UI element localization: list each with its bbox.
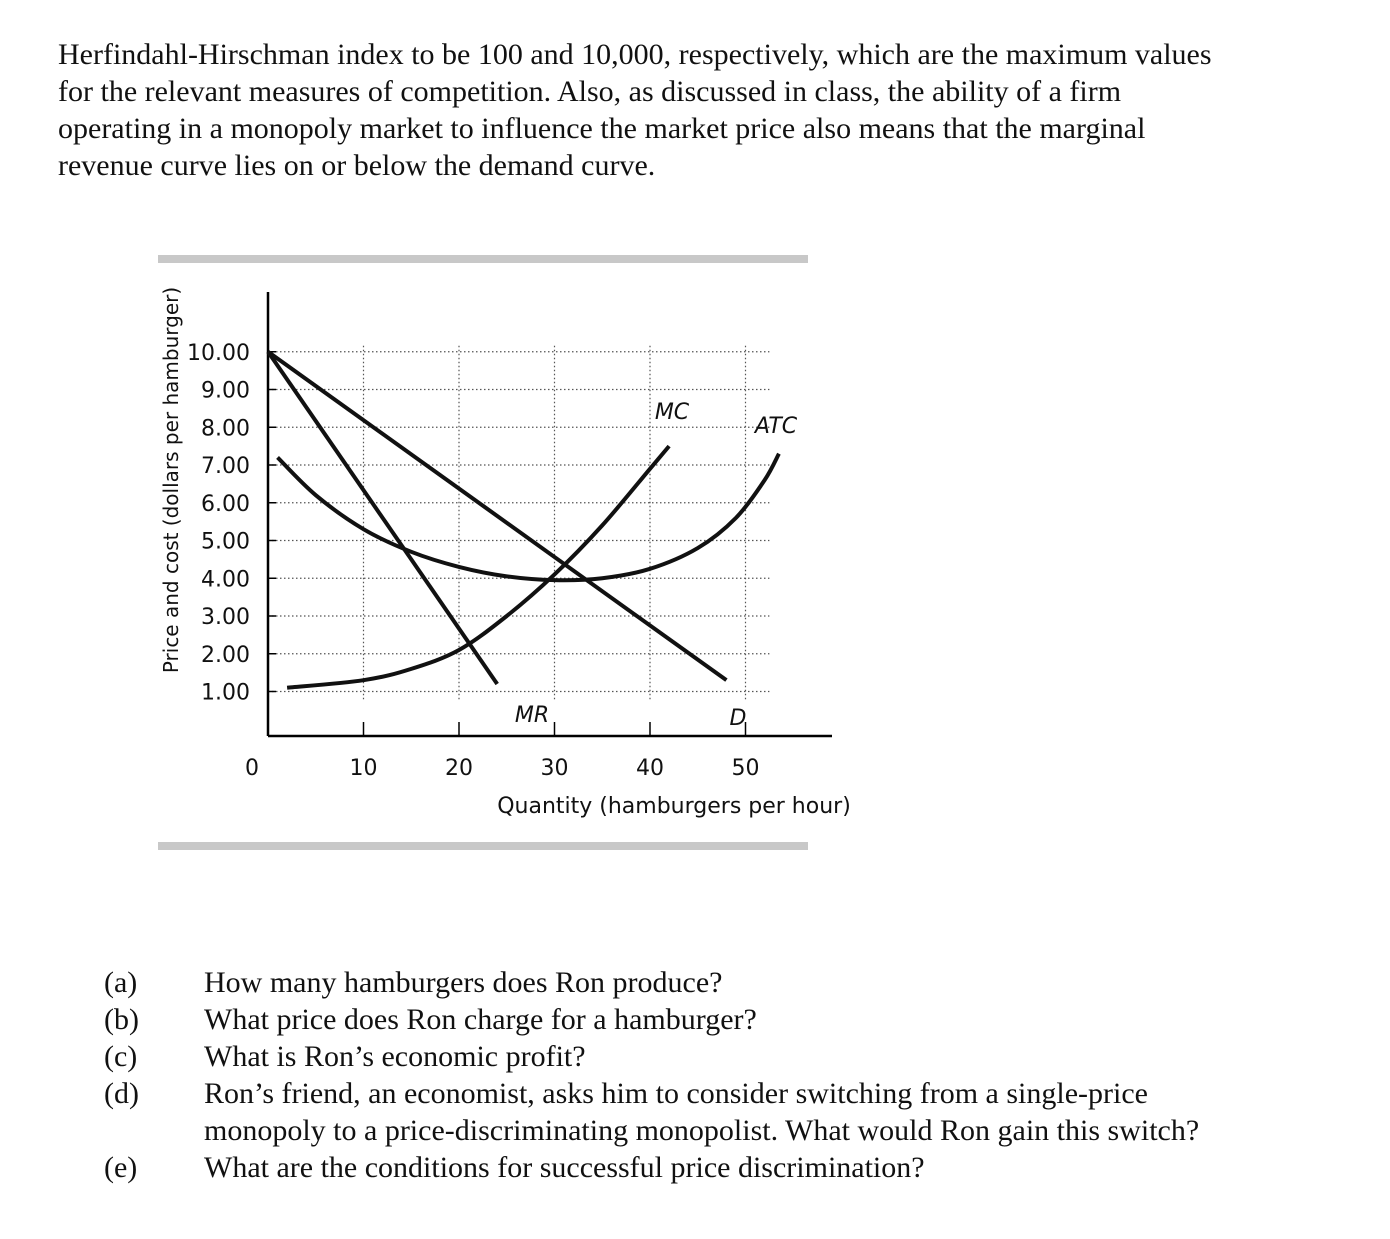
x-tick-label: 40 — [636, 756, 664, 781]
y-tick-label: 6.00 — [201, 491, 250, 517]
atc-label: ATC — [754, 414, 798, 439]
mc-label: MC — [654, 400, 690, 425]
question-item — [104, 1149, 1374, 1186]
x-tick-label: 20 — [445, 756, 473, 781]
origin-label: 0 — [245, 756, 259, 781]
question-text: Ron’s friend, an economist, asks him to consider switching from a single-price monopoly to a price-discriminating monopolist. What would Ron gain this switch? — [204, 1077, 1200, 1147]
y-tick-label: 8.00 — [201, 416, 250, 442]
x-tick-label: 50 — [731, 756, 760, 781]
chart-bottom-rule — [158, 842, 808, 850]
question-letter: (a) — [104, 966, 138, 999]
y-tick-label: 7.00 — [201, 454, 250, 479]
intro-line: operating in a monopoly market to influence the market price also means that the marginal — [58, 112, 1146, 145]
question-text: What is Ron’s economic profit? — [204, 1040, 586, 1073]
mr-curve — [268, 352, 497, 684]
axes — [268, 292, 832, 736]
question-list — [104, 964, 1374, 1186]
curves — [268, 352, 779, 688]
mr-label: MR — [514, 703, 550, 728]
y-tick-label: 10.00 — [187, 340, 250, 366]
grid — [272, 346, 769, 700]
question-text: How many hamburgers does Ron produce? — [204, 966, 723, 999]
y-tick-label: 3.00 — [201, 605, 250, 630]
d-label: D — [729, 706, 747, 731]
intro-line: revenue curve lies on or below the demand curve. — [58, 149, 656, 182]
question-item — [104, 1038, 1374, 1075]
question-text: What price does Ron charge for a hamburger? — [204, 1003, 757, 1036]
question-item — [104, 1001, 1374, 1038]
question-letter: (c) — [104, 1040, 138, 1073]
y-tick-label: 9.00 — [201, 378, 250, 404]
intro-line: for the relevant measures of competition. Also, as discussed in class, the ability of a firm — [58, 75, 1122, 108]
question-item — [104, 1075, 1374, 1149]
chart-top-rule — [158, 255, 808, 263]
x-tick-label: 10 — [349, 756, 378, 781]
y-tick-label: 4.00 — [201, 567, 250, 593]
intro-line: Herfindahl-Hirschman index to be 100 and 10,000, respectively, which are the maximum values — [58, 38, 1212, 71]
y-axis-label: Price and cost (dollars per hamburger) — [159, 286, 183, 674]
x-tick-label: 30 — [540, 756, 569, 781]
question-letter: (d) — [104, 1077, 139, 1110]
y-tick-label: 2.00 — [201, 642, 250, 668]
question-item — [104, 964, 1374, 1001]
question-text: What are the conditions for successful price discrimination? — [204, 1151, 925, 1184]
question-letter: (e) — [104, 1151, 138, 1184]
y-tick-label: 1.00 — [201, 680, 250, 706]
x-axis-label: Quantity (hamburgers per hour) — [497, 794, 851, 819]
question-letter: (b) — [104, 1003, 139, 1036]
y-tick-label: 5.00 — [201, 529, 250, 555]
mc-curve — [287, 446, 669, 688]
